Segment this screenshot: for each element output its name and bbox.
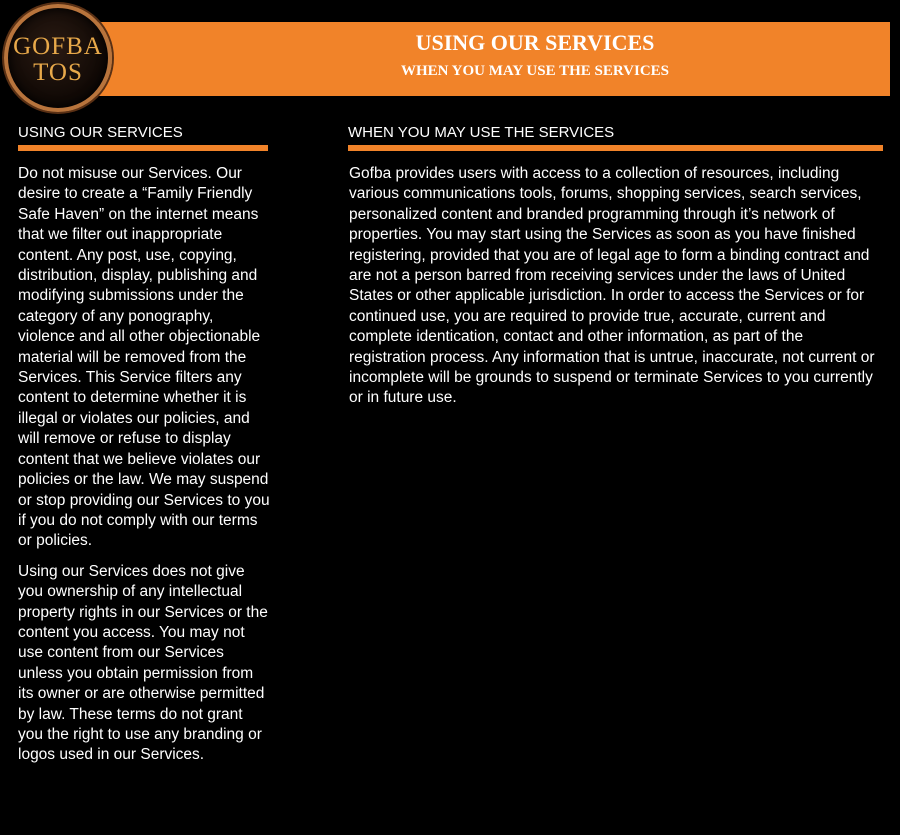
- logo-text-line1: GOFBA: [13, 33, 103, 60]
- left-paragraph-1: Do not misuse our Services. Our desire to create a “Family Friendly Safe Haven” on the internet means that we filter out inappropriate content. Any post, use, copying, distribution, display, publishing and modifying submissions under the category of any ponography, violence and all other objectionable material will be removed from the Services. This Service filters any content to determine whether it is illegal or violates our policies, and will remove or refuse to display content that we believe violates our policies or the law. We may suspend or stop providing our Services to you if you do not comply with our terms or policies.: [18, 165, 270, 550]
- banner-subtitle: WHEN YOU MAY USE THE SERVICES: [400, 63, 669, 79]
- header-banner: [60, 22, 890, 96]
- left-paragraph-2: Using our Services does not give you ownership of any intellectual property rights in our Services or the content you access. You may not use content from our Services unless you obtain permission from its owner or are otherwise permitted by law. These terms do not grant you the right to use any branding or logos used in our Services.: [18, 562, 268, 764]
- right-section-rule: [348, 145, 883, 151]
- logo-text-line2: TOS: [33, 59, 83, 86]
- right-paragraph-1: Gofba provides users with access to a collection of resources, including various communications tools, forums, shopping services, search services, personalized content and branded programming through it’s network of properties. You may start using the Services as soon as you have finished registering, provided that you are of legal age to form a binding contract and are not a person barred from receiving services under the laws of United States or other applicable jurisdiction. In order to access the Services or for continued use, you are required to provide true, accurate, current and complete identication, contact and other information, as part of the registration process. Any information that is untrue, inaccurate, not current or incomplete will be grounds to suspend or terminate Services to you currently or in future use.: [349, 165, 875, 407]
- gofba-tos-logo: [4, 4, 112, 112]
- right-section-heading: WHEN YOU MAY USE THE SERVICES: [348, 124, 615, 141]
- left-section-body: [18, 164, 270, 776]
- left-section-rule: [18, 145, 268, 151]
- banner-title: USING OUR SERVICES: [415, 30, 655, 55]
- right-section-body: [349, 164, 884, 419]
- left-section-heading: USING OUR SERVICES: [18, 124, 183, 141]
